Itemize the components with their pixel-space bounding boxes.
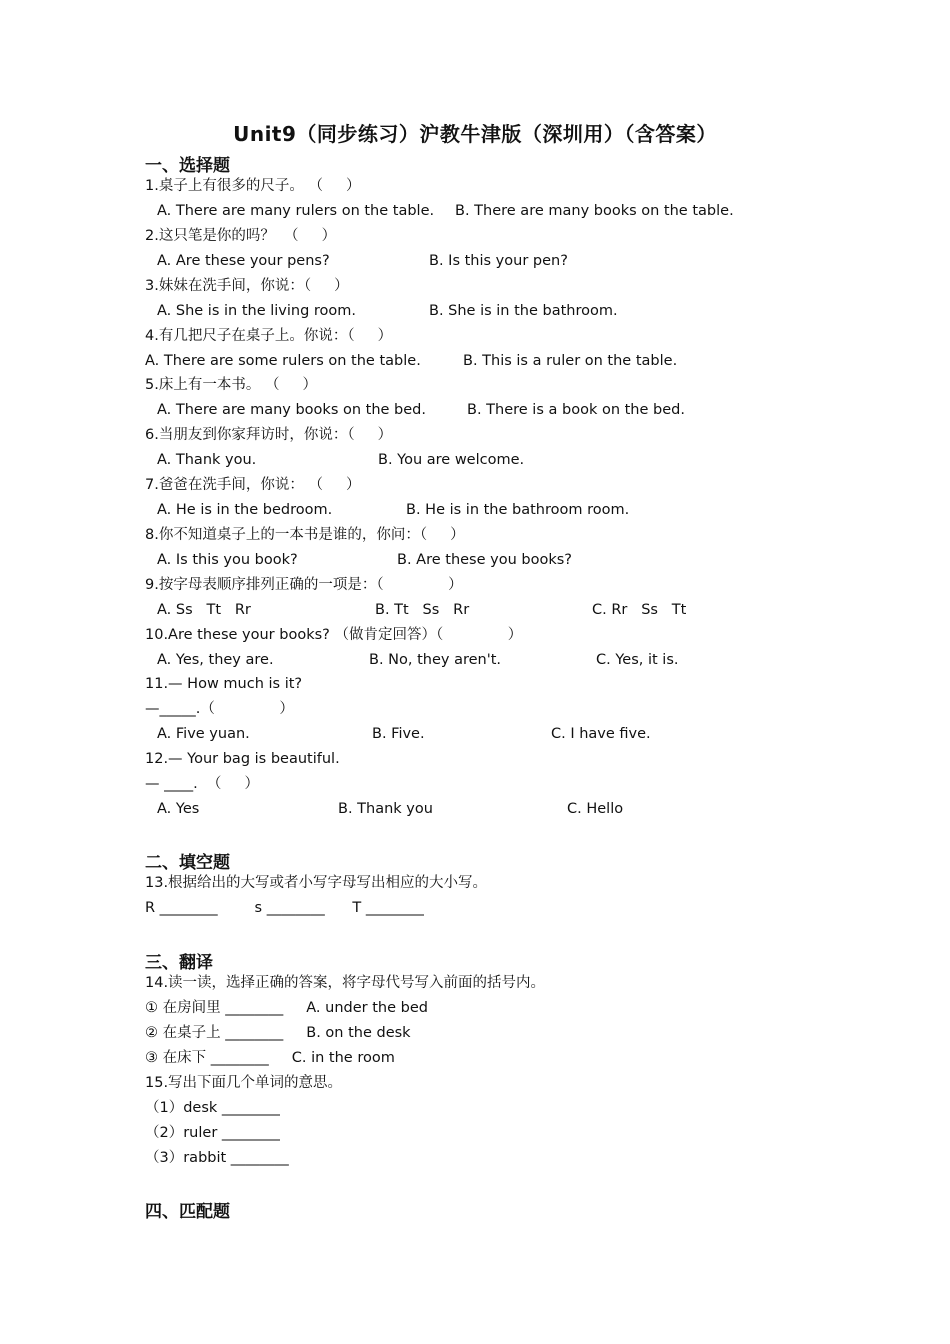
question-stem: 11.— How much is it?	[145, 676, 303, 692]
option-a: A. Thank you.	[157, 452, 257, 468]
option-a: A. There are some rulers on the table.	[145, 353, 421, 369]
option-a: A. There are many books on the bed.	[157, 402, 426, 418]
option-a: A. Ss Tt Rr	[157, 602, 251, 618]
option-a: A. Yes	[157, 801, 200, 817]
option-b: B. She is in the bathroom.	[429, 303, 618, 319]
question-stem: 5.床上有一本书。 （ ）	[145, 377, 317, 393]
option-c: C. Hello	[567, 801, 624, 817]
question-stem: 10.Are these your books? （做肯定回答）（ ）	[145, 627, 523, 643]
question-stem: 13.根据给出的大写或者小写字母写出相应的大小写。	[145, 875, 488, 891]
answer-blank-line: —_____.（ ）	[145, 701, 294, 717]
option-a: A. She is in the living room.	[157, 303, 357, 319]
option-b: B. Five.	[372, 726, 425, 742]
option-c: C. Yes, it is.	[596, 652, 679, 668]
option-b: B. There is a book on the bed.	[467, 402, 685, 418]
document-title: Unit9（同步练习）沪教牛津版（深圳用）（含答案）	[233, 122, 717, 146]
question-stem: 6.当朋友到你家拜访时，你说：（ ）	[145, 427, 393, 443]
match-item: ③ 在床下 ________ C. in the room	[145, 1050, 395, 1066]
question-stem: 2.这只笔是你的吗？ （ ）	[145, 228, 337, 244]
option-b: B. He is in the bathroom room.	[406, 502, 630, 518]
section-heading-match: 四、匹配题	[145, 1202, 230, 1222]
option-b: B. You are welcome.	[378, 452, 525, 468]
option-b: B. No, they aren't.	[369, 652, 502, 668]
question-stem: 4.有几把尺子在桌子上。你说：（ ）	[145, 328, 393, 344]
match-item: ① 在房间里 ________ A. under the bed	[145, 1000, 428, 1016]
option-c: C. I have five.	[551, 726, 651, 742]
option-b: B. Thank you	[338, 801, 433, 817]
answer-blank-line: — ____. （ ）	[145, 776, 259, 792]
option-a: A. Five yuan.	[157, 726, 250, 742]
match-item: ② 在桌子上 ________ B. on the desk	[145, 1025, 411, 1041]
word-item: （2）ruler ________	[145, 1125, 280, 1141]
option-b: B. Tt Ss Rr	[375, 602, 470, 618]
option-c: C. Rr Ss Tt	[592, 602, 687, 618]
word-item: （1）desk ________	[145, 1100, 280, 1116]
question-stem: 9.按字母表顺序排列正确的一项是：（ ）	[145, 577, 463, 593]
word-item: （3）rabbit ________	[145, 1150, 289, 1166]
option-b: B. Are these you books?	[397, 552, 572, 568]
question-stem: 3.妹妹在洗手间，你说：（ ）	[145, 278, 349, 294]
option-a: A. Is this you book?	[157, 552, 298, 568]
option-a: A. He is in the bedroom.	[157, 502, 333, 518]
section-heading-translate: 三、翻译	[145, 953, 213, 973]
question-stem: 8.你不知道桌子上的一本书是谁的，你问：（ ）	[145, 527, 465, 543]
option-b: B. There are many books on the table.	[455, 203, 734, 219]
section-heading-fill: 二、填空题	[145, 853, 230, 873]
option-a: A. There are many rulers on the table.	[157, 203, 435, 219]
question-stem: 14.读一读，选择正确的答案，将字母代号写入前面的括号内。	[145, 975, 546, 991]
option-a: A. Are these your pens?	[157, 253, 330, 269]
section-heading-choice: 一、选择题	[145, 156, 230, 176]
option-b: B. Is this your pen?	[429, 253, 568, 269]
question-stem: 7.爸爸在洗手间，你说： （ ）	[145, 477, 361, 493]
option-a: A. Yes, they are.	[157, 652, 274, 668]
question-stem: 12.— Your bag is beautiful.	[145, 751, 340, 767]
letter-blanks: R ________ s ________ T ________	[145, 900, 424, 916]
question-stem: 1.桌子上有很多的尺子。 （ ）	[145, 178, 361, 194]
option-b: B. This is a ruler on the table.	[463, 353, 678, 369]
question-stem: 15.写出下面几个单词的意思。	[145, 1075, 343, 1091]
